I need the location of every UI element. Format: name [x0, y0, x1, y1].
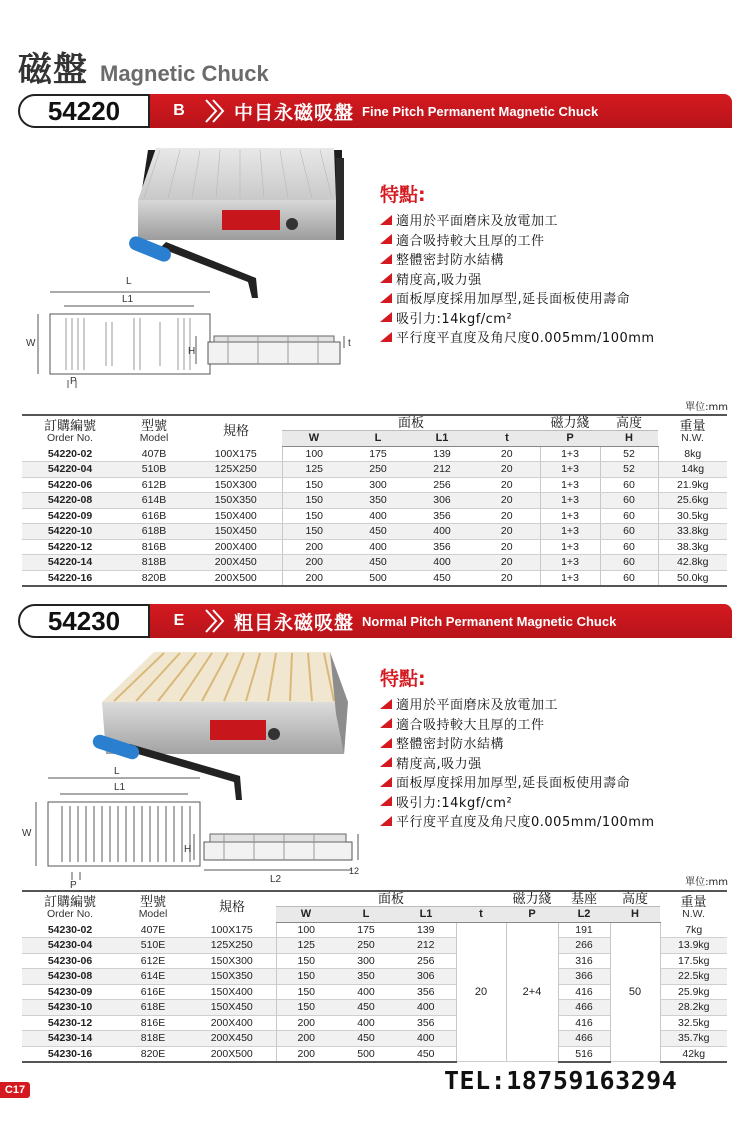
cell-L2: 516	[558, 1046, 610, 1062]
cell-H-merged: 50	[610, 922, 660, 1062]
dim-label-W: W	[22, 828, 32, 839]
cell-H: 60	[600, 493, 658, 509]
cell-model: 614E	[118, 969, 188, 985]
cell-L: 400	[336, 1015, 396, 1031]
cell-L2: 466	[558, 1031, 610, 1047]
cell-weight: 30.5kg	[658, 508, 727, 524]
table-row	[22, 570, 727, 586]
bullet-triangle-icon	[380, 699, 392, 709]
cell-weight: 38.3kg	[658, 539, 727, 555]
feature-item: 適用於平面磨床及放電加工	[380, 694, 655, 714]
header-model: 型號 Model	[118, 415, 190, 446]
section-banner-54230	[18, 604, 732, 638]
cell-H: 60	[600, 570, 658, 586]
chevron-right-icon	[202, 608, 226, 634]
features-title: 特點:	[380, 184, 426, 206]
bullet-triangle-icon	[380, 816, 392, 826]
header-P: P	[506, 907, 558, 923]
cell-order-no: 54220-10	[22, 524, 118, 540]
section-title-en: Normal Pitch Permanent Magnetic Chuck	[362, 613, 617, 629]
feature-item: 適合吸持較大且厚的工件	[380, 714, 655, 734]
cell-P: 1+3	[540, 539, 600, 555]
cell-model: 407E	[118, 922, 188, 938]
cell-L: 500	[346, 570, 410, 586]
cell-order-no: 54230-16	[22, 1046, 118, 1062]
cell-t: 20	[474, 508, 540, 524]
cell-L1: 450	[396, 1046, 456, 1062]
dim-label-L1: L1	[122, 294, 134, 305]
cell-weight: 13.9kg	[660, 938, 727, 954]
header-P: P	[540, 431, 600, 447]
cell-spec: 150X350	[188, 969, 276, 985]
header-t: t	[474, 431, 540, 447]
cell-H: 52	[600, 462, 658, 478]
section-title-cn: 粗目永磁吸盤	[234, 611, 355, 634]
feature-item: 吸引力:14kgf/cm²	[380, 792, 655, 812]
cell-W: 200	[276, 1046, 336, 1062]
cell-model: 816E	[118, 1015, 188, 1031]
feature-item: 整體密封防水結構	[380, 733, 655, 753]
cell-W: 150	[282, 508, 346, 524]
cell-model: 618B	[118, 524, 190, 540]
cell-weight: 42.8kg	[658, 555, 727, 571]
bullet-triangle-icon	[380, 312, 392, 322]
cell-L2: 266	[558, 938, 610, 954]
cell-order-no: 54230-04	[22, 938, 118, 954]
header-spec: 規格	[188, 891, 276, 922]
cell-L2: 416	[558, 984, 610, 1000]
page-title-cn: 磁盤	[18, 50, 88, 90]
cell-W: 100	[276, 922, 336, 938]
cell-P: 1+3	[540, 477, 600, 493]
unit-label: 單位:mm	[685, 877, 728, 888]
cell-spec: 150X400	[188, 984, 276, 1000]
section-title-cn: 中目永磁吸盤	[234, 101, 355, 124]
cell-spec: 150X350	[190, 493, 282, 509]
cell-W: 150	[276, 984, 336, 1000]
cell-t: 20	[474, 539, 540, 555]
cell-model: 818E	[118, 1031, 188, 1047]
cell-model: 407B	[118, 446, 190, 462]
cell-t: 20	[474, 446, 540, 462]
cell-L: 250	[336, 938, 396, 954]
cell-L1: 212	[410, 462, 474, 478]
cell-L1: 400	[410, 555, 474, 571]
header-model: 型號 Model	[118, 891, 188, 922]
cell-L1: 306	[410, 493, 474, 509]
spec-table-54220	[22, 414, 727, 587]
cell-H: 60	[600, 555, 658, 571]
cell-spec: 200X500	[190, 570, 282, 586]
cell-order-no: 54230-06	[22, 953, 118, 969]
cell-spec: 150X300	[190, 477, 282, 493]
cell-order-no: 54220-04	[22, 462, 118, 478]
cell-P: 1+3	[540, 524, 600, 540]
cell-spec: 200X450	[188, 1031, 276, 1047]
section-title	[234, 604, 616, 638]
cell-model: 612B	[118, 477, 190, 493]
cell-L: 450	[336, 1000, 396, 1016]
cell-spec: 150X400	[190, 508, 282, 524]
cell-t: 20	[474, 524, 540, 540]
page-title	[18, 42, 269, 90]
header-H: H	[610, 907, 660, 923]
table-row	[22, 539, 727, 555]
cell-L1: 212	[396, 938, 456, 954]
cell-order-no: 54220-08	[22, 493, 118, 509]
cell-spec: 200X500	[188, 1046, 276, 1062]
section-title	[234, 94, 598, 128]
dim-label-P: P	[70, 376, 77, 387]
bullet-triangle-icon	[380, 718, 392, 728]
cell-H: 52	[600, 446, 658, 462]
dim-label-t: 12	[349, 866, 360, 876]
cell-W: 125	[282, 462, 346, 478]
cell-t: 20	[474, 462, 540, 478]
cell-L1: 356	[410, 508, 474, 524]
cell-model: 618E	[118, 1000, 188, 1016]
dim-label-P: P	[70, 880, 77, 888]
cell-L1: 400	[396, 1031, 456, 1047]
bullet-triangle-icon	[380, 234, 392, 244]
header-L1: L1	[396, 907, 456, 923]
cell-W: 125	[276, 938, 336, 954]
cell-L: 250	[346, 462, 410, 478]
cell-weight: 17.5kg	[660, 953, 727, 969]
dim-label-L2: L2	[270, 874, 282, 885]
cell-L1: 306	[396, 969, 456, 985]
bullet-triangle-icon	[380, 293, 392, 303]
cell-W: 200	[276, 1031, 336, 1047]
table-row	[22, 493, 727, 509]
cell-model: 616B	[118, 508, 190, 524]
cell-t: 20	[474, 555, 540, 571]
cell-P: 1+3	[540, 555, 600, 571]
cell-W: 100	[282, 446, 346, 462]
cell-order-no: 54230-08	[22, 969, 118, 985]
cell-L: 300	[346, 477, 410, 493]
header-H: H	[600, 431, 658, 447]
cell-L2: 416	[558, 1015, 610, 1031]
page-number-tag: C17	[0, 1082, 30, 1098]
cell-W: 150	[282, 493, 346, 509]
cell-P-merged: 2+4	[506, 922, 558, 1062]
feature-item: 精度高,吸力强	[380, 753, 655, 773]
cell-weight: 42kg	[660, 1046, 727, 1062]
product-code: 54220	[18, 94, 150, 128]
technical-drawing-54230	[18, 764, 363, 888]
cell-L2: 466	[558, 1000, 610, 1016]
cell-weight: 50.0kg	[658, 570, 727, 586]
header-spec: 規格	[190, 415, 282, 446]
dim-label-t: t	[348, 338, 351, 349]
cell-t: 20	[474, 493, 540, 509]
cell-t: 20	[474, 477, 540, 493]
cell-order-no: 54230-12	[22, 1015, 118, 1031]
dim-label-L1: L1	[114, 782, 126, 793]
cell-order-no: 54230-09	[22, 984, 118, 1000]
cell-H: 60	[600, 477, 658, 493]
header-panel: 面板	[276, 891, 506, 907]
bullet-triangle-icon	[380, 757, 392, 767]
table-row	[22, 462, 727, 478]
cell-weight: 8kg	[658, 446, 727, 462]
cell-L: 400	[336, 984, 396, 1000]
cell-model: 510E	[118, 938, 188, 954]
cell-weight: 14kg	[658, 462, 727, 478]
cell-model: 820E	[118, 1046, 188, 1062]
cell-L: 350	[336, 969, 396, 985]
cell-L1: 356	[396, 1015, 456, 1031]
technical-drawing-54220	[18, 270, 363, 395]
cell-H: 60	[600, 508, 658, 524]
features-list	[380, 210, 655, 347]
cell-W: 150	[282, 524, 346, 540]
header-height: 高度	[600, 415, 658, 431]
cell-W: 200	[276, 1015, 336, 1031]
cell-spec: 150X300	[188, 953, 276, 969]
cell-L: 400	[346, 508, 410, 524]
header-weight: 重量 N.W.	[658, 415, 727, 446]
series-letter: B	[173, 102, 185, 119]
product-code: 54230	[18, 604, 150, 638]
chevron-right-icon	[202, 98, 226, 124]
cell-model: 612E	[118, 953, 188, 969]
features-list	[380, 694, 655, 831]
cell-W: 200	[282, 570, 346, 586]
cell-order-no: 54220-14	[22, 555, 118, 571]
bullet-triangle-icon	[380, 796, 392, 806]
cell-L1: 356	[396, 984, 456, 1000]
header-panel: 面板	[282, 415, 540, 431]
feature-item: 適合吸持較大且厚的工件	[380, 230, 655, 250]
cell-L1: 139	[396, 922, 456, 938]
cell-W: 150	[276, 1000, 336, 1016]
table-row	[22, 508, 727, 524]
header-base: 基座	[558, 891, 610, 907]
section-title-en: Fine Pitch Permanent Magnetic Chuck	[362, 103, 599, 119]
header-L: L	[336, 907, 396, 923]
series-letter: E	[173, 612, 185, 629]
bullet-triangle-icon	[380, 215, 392, 225]
cell-order-no: 54230-02	[22, 922, 118, 938]
cell-L: 300	[336, 953, 396, 969]
feature-item: 精度高,吸力强	[380, 269, 655, 289]
cell-weight: 35.7kg	[660, 1031, 727, 1047]
cell-weight: 21.9kg	[658, 477, 727, 493]
header-pitch: 磁力綫	[506, 891, 558, 907]
cell-W: 200	[282, 555, 346, 571]
features-title: 特點:	[380, 668, 426, 690]
cell-P: 1+3	[540, 493, 600, 509]
bullet-triangle-icon	[380, 738, 392, 748]
header-weight: 重量 N.W.	[660, 891, 727, 922]
cell-t-merged: 20	[456, 922, 506, 1062]
cell-P: 1+3	[540, 570, 600, 586]
cell-model: 820B	[118, 570, 190, 586]
feature-item: 整體密封防水結構	[380, 249, 655, 269]
page-title-en: Magnetic Chuck	[100, 61, 269, 86]
table-row	[22, 555, 727, 571]
header-order: 訂購編號 Order No.	[22, 415, 118, 446]
cell-L: 450	[346, 555, 410, 571]
cell-weight: 25.6kg	[658, 493, 727, 509]
cell-spec: 125X250	[188, 938, 276, 954]
cell-L1: 256	[396, 953, 456, 969]
cell-order-no: 54220-06	[22, 477, 118, 493]
header-height: 高度	[610, 891, 660, 907]
cell-L: 175	[346, 446, 410, 462]
header-L1: L1	[410, 431, 474, 447]
dim-label-W: W	[26, 338, 36, 349]
telephone-number: TEL:18759163294	[444, 1066, 678, 1095]
bullet-triangle-icon	[380, 777, 392, 787]
dim-label-H: H	[184, 844, 192, 855]
cell-weight: 33.8kg	[658, 524, 727, 540]
cell-P: 1+3	[540, 462, 600, 478]
table-row	[22, 922, 727, 938]
cell-L: 500	[336, 1046, 396, 1062]
cell-model: 510B	[118, 462, 190, 478]
cell-model: 616E	[118, 984, 188, 1000]
cell-L1: 256	[410, 477, 474, 493]
cell-model: 818B	[118, 555, 190, 571]
cell-order-no: 54230-10	[22, 1000, 118, 1016]
feature-item: 面板厚度採用加厚型,延長面板使用壽命	[380, 288, 655, 308]
header-order: 訂購編號 Order No.	[22, 891, 118, 922]
cell-spec: 200X400	[188, 1015, 276, 1031]
table-row	[22, 446, 727, 462]
cell-order-no: 54220-02	[22, 446, 118, 462]
cell-H: 60	[600, 539, 658, 555]
cell-spec: 200X400	[190, 539, 282, 555]
cell-W: 150	[282, 477, 346, 493]
feature-item: 平行度平直度及角尺度0.005mm/100mm	[380, 811, 655, 831]
table-row	[22, 524, 727, 540]
cell-spec: 100X175	[190, 446, 282, 462]
cell-weight: 28.2kg	[660, 1000, 727, 1016]
cell-weight: 7kg	[660, 922, 727, 938]
header-t: t	[456, 907, 506, 923]
cell-weight: 32.5kg	[660, 1015, 727, 1031]
dim-label-L: L	[126, 276, 132, 287]
cell-order-no: 54220-16	[22, 570, 118, 586]
cell-W: 150	[276, 969, 336, 985]
dim-label-H: H	[188, 346, 196, 357]
cell-L: 450	[336, 1031, 396, 1047]
dim-label-L: L	[114, 766, 120, 777]
cell-spec: 200X450	[190, 555, 282, 571]
cell-W: 150	[276, 953, 336, 969]
cell-L2: 191	[558, 922, 610, 938]
cell-L: 175	[336, 922, 396, 938]
table-row	[22, 477, 727, 493]
cell-model: 816B	[118, 539, 190, 555]
cell-order-no: 54230-14	[22, 1031, 118, 1047]
spec-table-54230	[22, 890, 727, 1063]
cell-L1: 356	[410, 539, 474, 555]
cell-L1: 400	[396, 1000, 456, 1016]
cell-L1: 139	[410, 446, 474, 462]
cell-P: 1+3	[540, 508, 600, 524]
feature-item: 適用於平面磨床及放電加工	[380, 210, 655, 230]
cell-L: 400	[346, 539, 410, 555]
bullet-triangle-icon	[380, 332, 392, 342]
bullet-triangle-icon	[380, 273, 392, 283]
cell-L1: 400	[410, 524, 474, 540]
header-L2: L2	[558, 907, 610, 923]
cell-model: 614B	[118, 493, 190, 509]
cell-H: 60	[600, 524, 658, 540]
section-banner-54220	[18, 94, 732, 128]
cell-spec: 125X250	[190, 462, 282, 478]
cell-spec: 100X175	[188, 922, 276, 938]
unit-label: 單位:mm	[685, 402, 728, 413]
cell-weight: 25.9kg	[660, 984, 727, 1000]
feature-item: 平行度平直度及角尺度0.005mm/100mm	[380, 327, 655, 347]
cell-L2: 366	[558, 969, 610, 985]
cell-weight: 22.5kg	[660, 969, 727, 985]
header-W: W	[276, 907, 336, 923]
cell-spec: 150X450	[190, 524, 282, 540]
cell-P: 1+3	[540, 446, 600, 462]
bullet-triangle-icon	[380, 254, 392, 264]
feature-item: 吸引力:14kgf/cm²	[380, 308, 655, 328]
cell-order-no: 54220-12	[22, 539, 118, 555]
cell-L1: 450	[410, 570, 474, 586]
cell-order-no: 54220-09	[22, 508, 118, 524]
cell-L2: 316	[558, 953, 610, 969]
header-W: W	[282, 431, 346, 447]
cell-L: 450	[346, 524, 410, 540]
cell-W: 200	[282, 539, 346, 555]
cell-spec: 150X450	[188, 1000, 276, 1016]
feature-item: 面板厚度採用加厚型,延長面板使用壽命	[380, 772, 655, 792]
cell-L: 350	[346, 493, 410, 509]
header-L: L	[346, 431, 410, 447]
cell-t: 20	[474, 570, 540, 586]
header-pitch: 磁力綫	[540, 415, 600, 431]
